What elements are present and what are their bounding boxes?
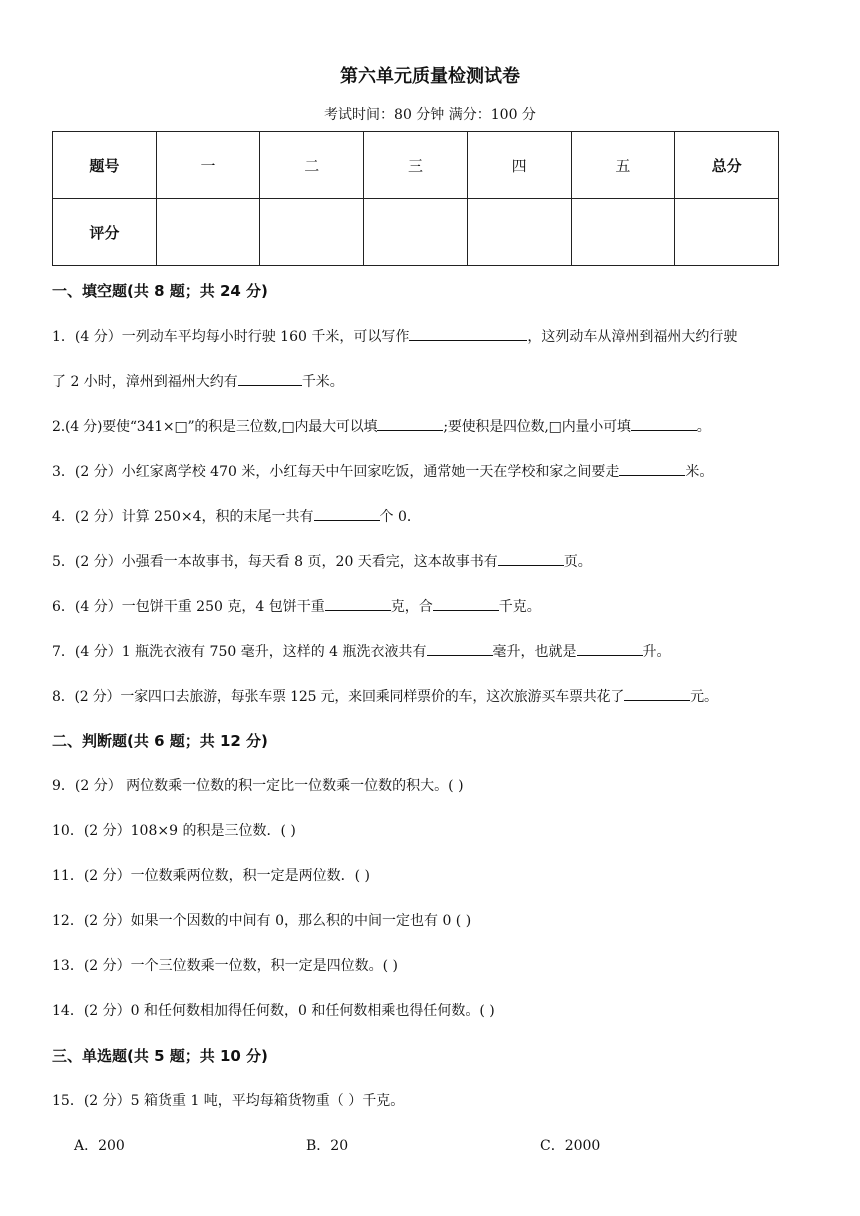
question-text: 个 0． — [379, 509, 421, 525]
question-1-line-2 — [52, 370, 344, 391]
score-table — [52, 131, 779, 266]
answer-blank[interactable] — [377, 415, 443, 431]
answer-blank[interactable] — [433, 595, 499, 611]
question-9: 9．(2 分） 两位数乘一位数的积一定比一位数乘一位数的积大。( ) — [52, 778, 464, 794]
header-cell-label: 题号 — [53, 132, 157, 199]
score-cell-2[interactable] — [260, 199, 364, 266]
answer-blank[interactable] — [631, 415, 697, 431]
section-heading-fill-in: 一、填空题(共 8 题；共 24 分) — [52, 282, 268, 300]
question-15: 15．(2 分）5 箱货重 1 吨，平均每箱货物重（ ）千克。 — [52, 1093, 405, 1109]
answer-blank[interactable] — [314, 505, 380, 521]
answer-blank[interactable] — [619, 460, 685, 476]
question-text: 5．(2 分）小强看一本故事书，每天看 8 页，20 天看完，这本故事书有 — [52, 554, 498, 570]
question-14: 14．(2 分）0 和任何数相加得任何数，0 和任何数相乘也得任何数。( ) — [52, 1003, 495, 1019]
answer-blank[interactable] — [409, 325, 527, 341]
answer-blank[interactable] — [238, 370, 302, 386]
question-text: 8．(2 分）一家四口去旅游，每张车票 125 元，来回乘同样票价的车，这次旅游买车票共花了 — [52, 689, 625, 705]
question-5 — [52, 550, 592, 571]
question-text: 页。 — [563, 554, 592, 570]
question-11: 11．(2 分）一位数乘两位数，积一定是两位数．( ) — [52, 868, 371, 884]
question-text: 了 2 小时，漳州到福州大约有 — [52, 374, 238, 390]
question-text: 千克。 — [498, 599, 541, 615]
question-13: 13．(2 分）一个三位数乘一位数，积一定是四位数。( ) — [52, 958, 399, 974]
question-text: 元。 — [690, 689, 718, 705]
score-cell-4[interactable] — [467, 199, 571, 266]
question-3 — [52, 460, 713, 481]
question-text: 4．(2 分）计算 250×4，积的末尾一共有 — [52, 509, 314, 525]
question-text: 。 — [696, 419, 711, 435]
score-table-score-row — [53, 199, 779, 266]
header-cell-5: 五 — [571, 132, 675, 199]
header-cell-4: 四 — [467, 132, 571, 199]
option-b[interactable]: B．20 — [306, 1138, 349, 1154]
question-8 — [52, 685, 718, 706]
question-text: 7．(4 分）1 瓶洗衣液有 750 毫升，这样的 4 瓶洗衣液共有 — [52, 644, 427, 660]
question-text: 毫升，也就是 — [492, 644, 577, 660]
score-cell-5[interactable] — [571, 199, 675, 266]
question-text: ;要使积是四位数,□内量小可填 — [443, 419, 631, 435]
header-cell-1: 一 — [156, 132, 260, 199]
section-heading-multiple-choice: 三、单选题(共 5 题；共 10 分) — [52, 1047, 268, 1065]
question-text: 千米。 — [301, 374, 344, 390]
question-text: ，这列动车从漳州到福州大约行驶 — [527, 329, 738, 345]
header-cell-total: 总分 — [675, 132, 779, 199]
question-text: 1．(4 分）一列动车平均每小时行驶 160 千米，可以写作 — [52, 329, 410, 345]
option-a[interactable]: A．200 — [74, 1138, 125, 1154]
question-1-line-1 — [52, 325, 737, 346]
score-row-label: 评分 — [53, 199, 157, 266]
question-text: 6．(4 分）一包饼干重 250 克，4 包饼干重 — [52, 599, 325, 615]
score-table-header-row — [53, 132, 779, 199]
answer-blank[interactable] — [427, 640, 493, 656]
score-cell-total[interactable] — [675, 199, 779, 266]
question-2 — [52, 415, 711, 436]
score-cell-1[interactable] — [156, 199, 260, 266]
question-10: 10．(2 分）108×9 的积是三位数．( ) — [52, 823, 296, 839]
header-cell-2: 二 — [260, 132, 364, 199]
question-4 — [52, 505, 421, 526]
answer-blank[interactable] — [498, 550, 564, 566]
answer-blank[interactable] — [325, 595, 391, 611]
score-cell-3[interactable] — [364, 199, 468, 266]
exam-info: 考试时间：80 分钟 满分：100 分 — [324, 107, 536, 123]
question-text: 升。 — [642, 644, 671, 660]
question-text: 克，合 — [390, 599, 433, 615]
question-text: 2.(4 分)要使“341×□”的积是三位数,□内最大可以填 — [52, 419, 378, 435]
answer-blank[interactable] — [577, 640, 643, 656]
question-text: 3．(2 分）小红家离学校 470 米，小红每天中午回家吃饭，通常她一天在学校和家之间要走 — [52, 464, 620, 480]
option-c[interactable]: C．2000 — [540, 1138, 601, 1154]
question-7 — [52, 640, 671, 661]
header-cell-3: 三 — [364, 132, 468, 199]
question-text: 米。 — [685, 464, 714, 480]
answer-blank[interactable] — [624, 685, 690, 701]
section-heading-true-false: 二、判断题(共 6 题；共 12 分) — [52, 732, 268, 750]
question-6 — [52, 595, 541, 616]
question-12: 12．(2 分）如果一个因数的中间有 0，那么积的中间一定也有 0 ( ) — [52, 913, 472, 929]
page-title: 第六单元质量检测试卷 — [340, 66, 520, 87]
